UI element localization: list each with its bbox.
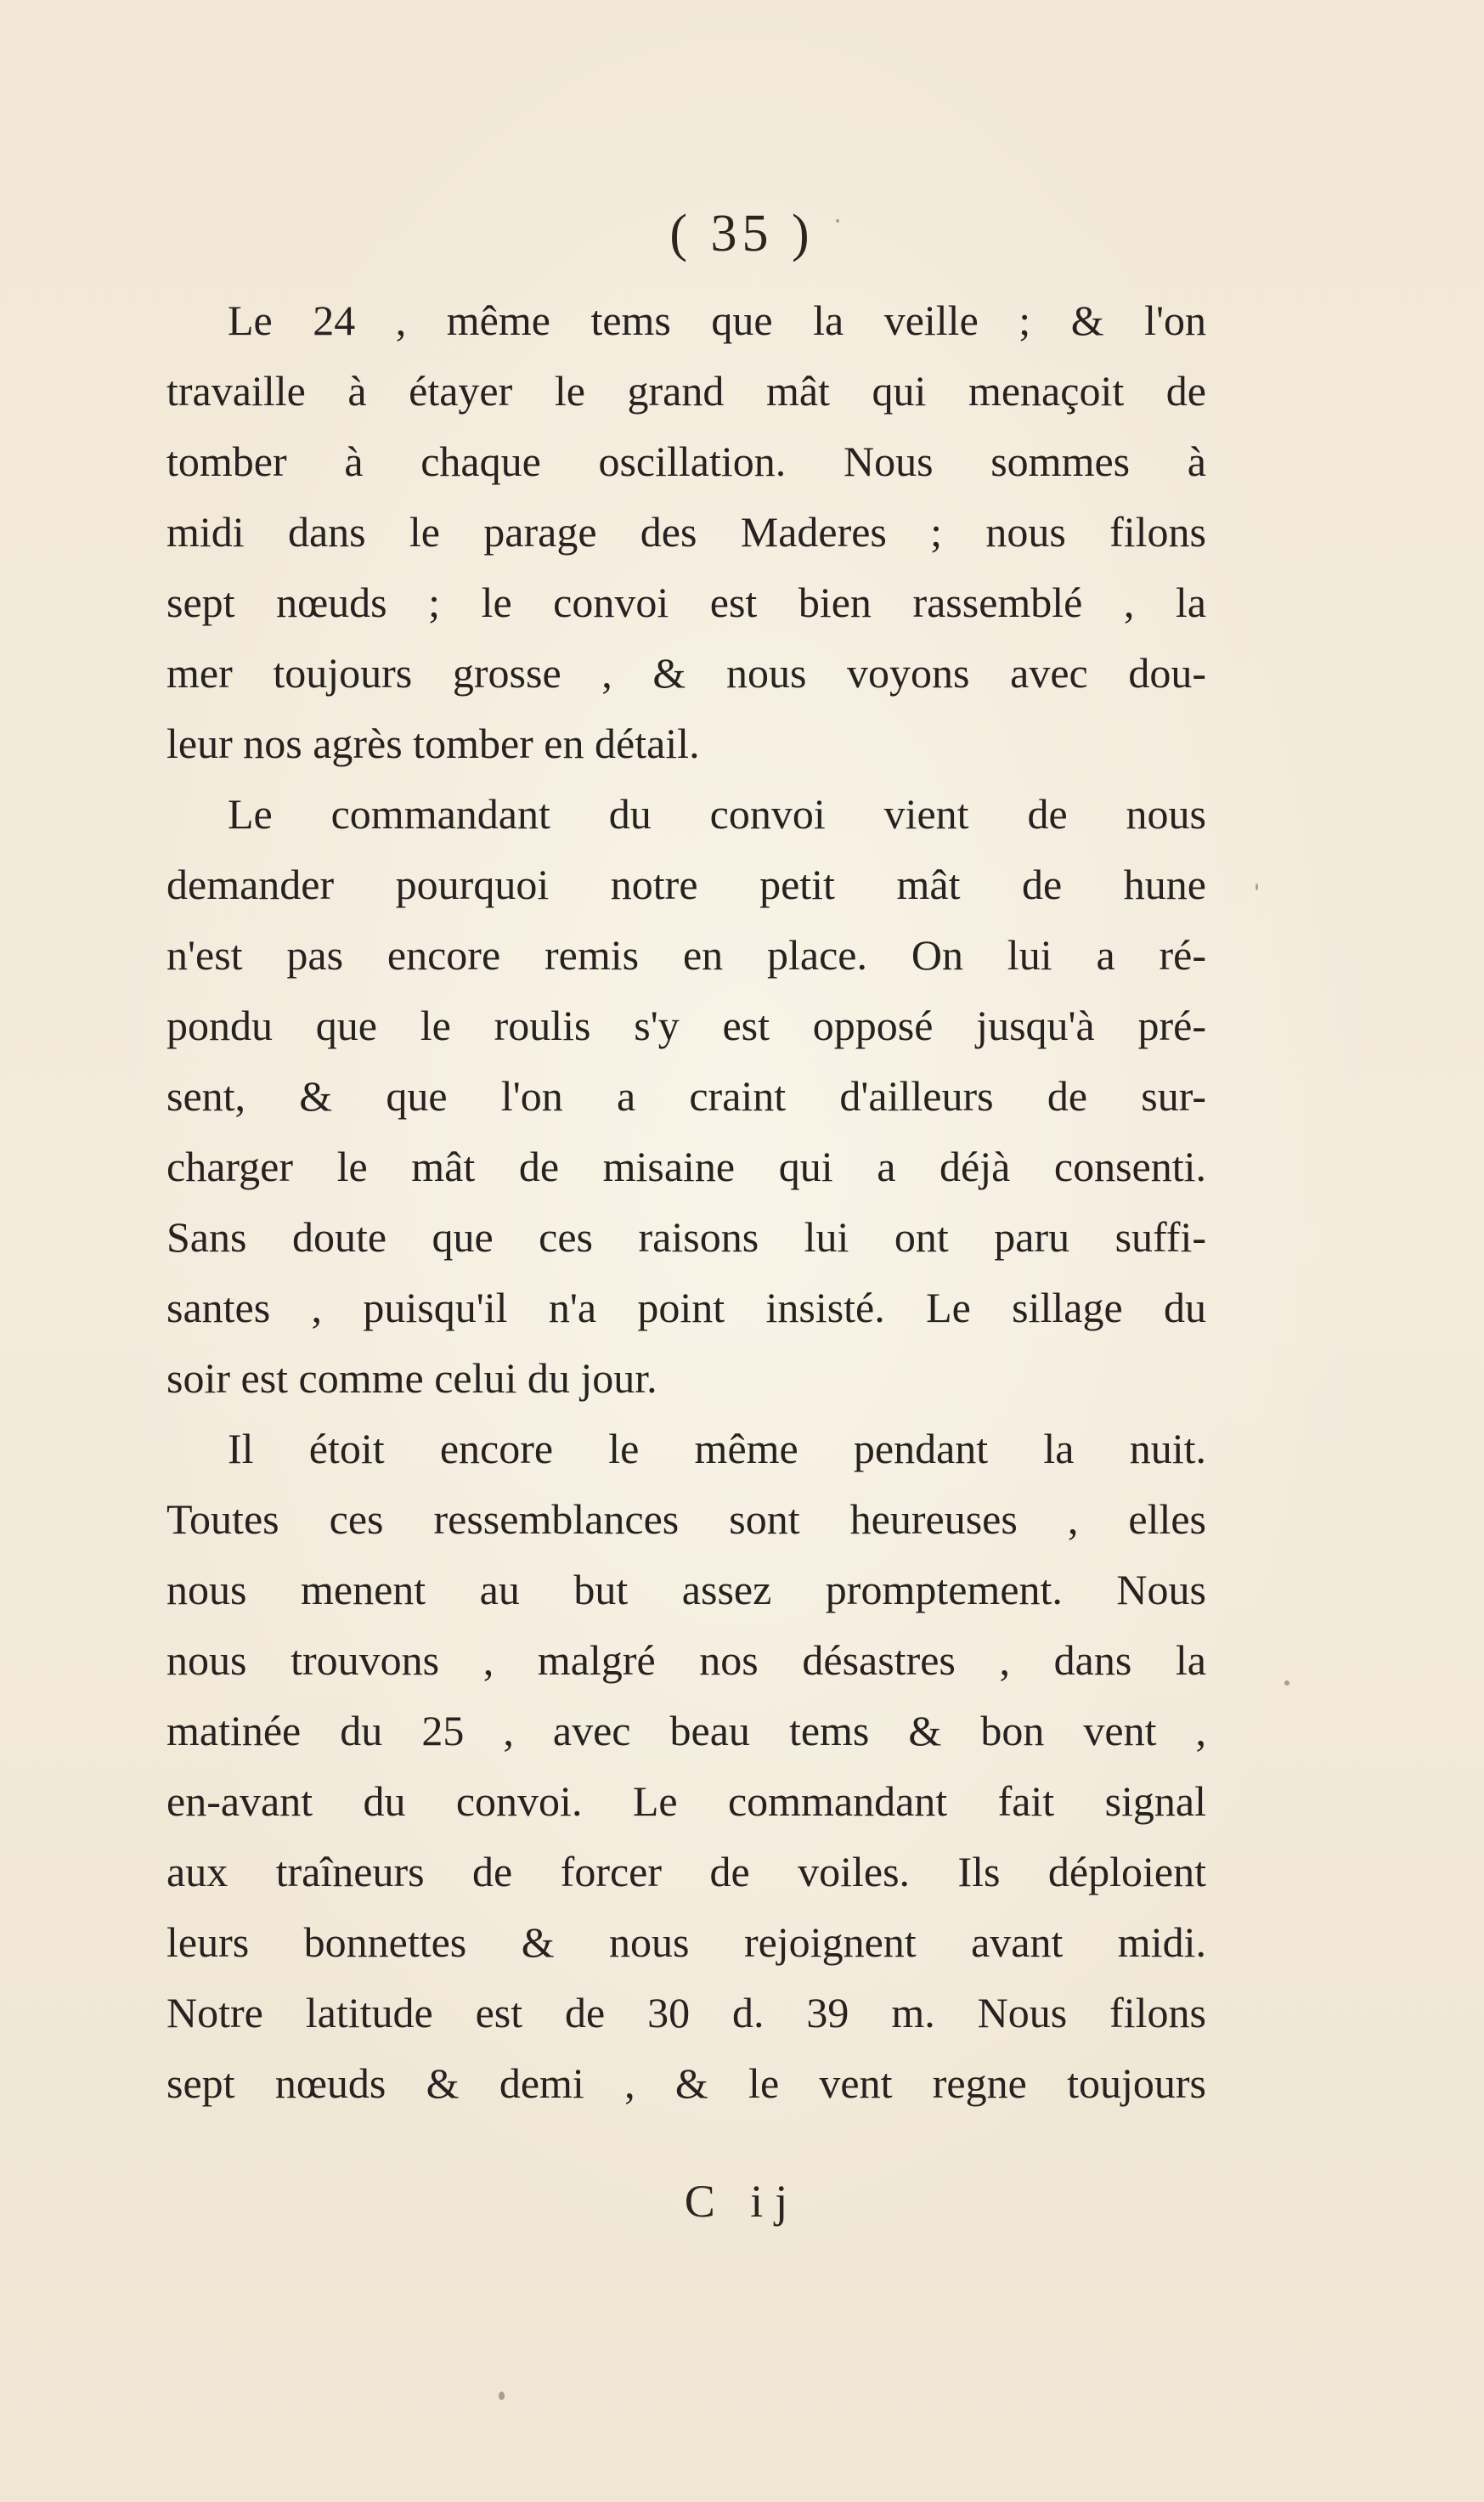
text-line: soir est comme celui du jour. [166,1354,657,1402]
text-line: pondu que le roulis s'y est opposé jusqu'à pré- [166,1002,1206,1049]
paper-speck [836,219,839,223]
text-line: sept nœuds & demi , & le vent regne toujours [166,2059,1206,2107]
text-line: Toutes ces ressemblances sont heureuses , elles [166,1495,1206,1543]
text-line: Il étoit encore le même pendant la nuit. [228,1425,1206,1472]
text-line: Le commandant du convoi vient de nous [228,790,1206,838]
page-number: ( 35 ) [669,205,815,263]
text-line: Notre latitude est de 30 d. 39 m. Nous filons [166,1989,1206,2036]
text-line: en-avant du convoi. Le commandant fait signal [166,1777,1206,1825]
text-line: travaille à étayer le grand mât qui menaçoit de [166,367,1206,415]
text-line: santes , puisqu'il n'a point insisté. Le sillage du [166,1284,1206,1331]
text-line: nous trouvons , malgré nos désastres , dans la [166,1636,1206,1684]
text-line: leur nos agrès tomber en détail. [166,720,700,767]
text-line: matinée du 25 , avec beau tems & bon vent , [166,1707,1206,1754]
body-text [166,285,1206,2119]
text-line: n'est pas encore remis en place. On lui a ré- [166,931,1206,979]
text-line: aux traîneurs de forcer de voiles. Ils déploient [166,1848,1206,1895]
text-line: Le 24 , même tems que la veille ; & l'on [228,297,1206,344]
paper-speck [1284,1680,1289,1686]
paper-speck [499,2392,505,2400]
paragraph-1 [166,285,1206,779]
text-line: tomber à chaque oscillation. Nous sommes à [166,438,1206,485]
text-line: midi dans le parage des Maderes ; nous filons [166,508,1206,556]
text-line: sept nœuds ; le convoi est bien rassemblé , la [166,579,1206,626]
paragraph-3 [166,1414,1206,2119]
text-line: sent, & que l'on a craint d'ailleurs de sur- [166,1072,1206,1120]
text-line: charger le mât de misaine qui a déjà consenti. [166,1143,1206,1190]
text-line: demander pourquoi notre petit mât de hune [166,861,1206,908]
paper-speck [1255,884,1258,890]
text-line: leurs bonnettes & nous rejoignent avant midi. [166,1918,1206,1966]
text-line: nous menent au but assez promptement. Nous [166,1566,1206,1613]
text-line: Sans doute que ces raisons lui ont paru suffi- [166,1213,1206,1261]
text-line: mer toujours grosse , & nous voyons avec dou- [166,649,1206,697]
signature-mark: C ij [684,2176,800,2227]
paragraph-2 [166,779,1206,1414]
